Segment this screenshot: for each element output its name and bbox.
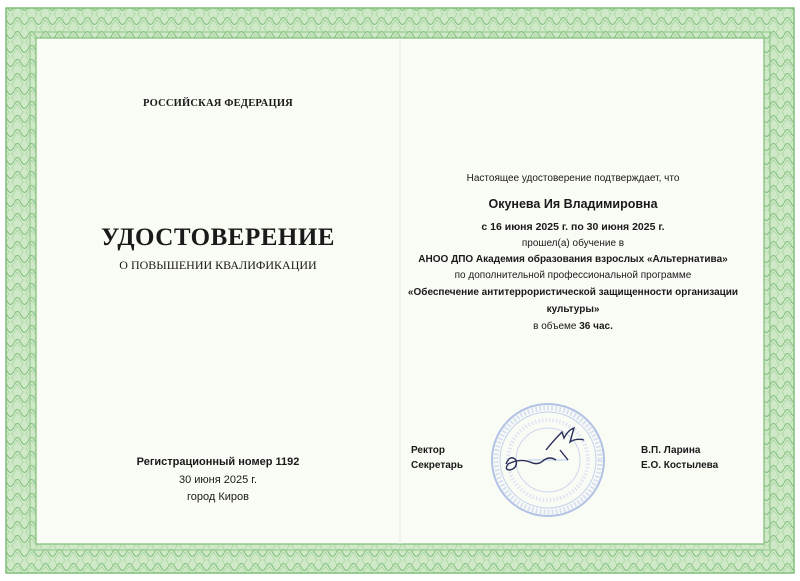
- volume-line: [533, 321, 613, 332]
- certificate-subtitle: О ПОВЫШЕНИИ КВАЛИФИКАЦИИ: [119, 258, 317, 272]
- program-title-line1: «Обеспечение антитеррористической защищенности организации: [407, 287, 739, 298]
- organization-name: АНОО ДПО Академия образования взрослых «Альтернатива»: [418, 254, 728, 265]
- registration-number: Регистрационный номер 1192: [136, 456, 300, 468]
- training-period: с 16 июня 2025 г. по 30 июня 2025 г.: [481, 221, 665, 233]
- secretary-signature: [500, 448, 560, 478]
- rector-name: В.П. Ларина: [641, 445, 701, 456]
- volume-prefix: в объеме: [533, 321, 580, 332]
- intro-text: Настоящее удостоверение подтверждает, что: [466, 173, 680, 184]
- passed-training-text: прошел(а) обучение в: [521, 238, 625, 249]
- issue-city: город Киров: [187, 491, 249, 503]
- secretary-label: Секретарь: [411, 460, 464, 471]
- rector-label: Ректор: [411, 445, 445, 456]
- issue-date: 30 июня 2025 г.: [178, 474, 258, 486]
- country-label: РОССИЙСКАЯ ФЕДЕРАЦИЯ: [143, 98, 293, 109]
- recipient-name: Окунева Ия Владимировна: [488, 197, 658, 211]
- secretary-name: Е.О. Костылева: [641, 460, 719, 471]
- program-title-line2: культуры»: [546, 304, 600, 315]
- certificate-title: УДОСТОВЕРЕНИЕ: [101, 224, 335, 251]
- volume-value: 36 час.: [579, 321, 613, 332]
- program-intro: по дополнительной профессиональной программе: [454, 270, 692, 281]
